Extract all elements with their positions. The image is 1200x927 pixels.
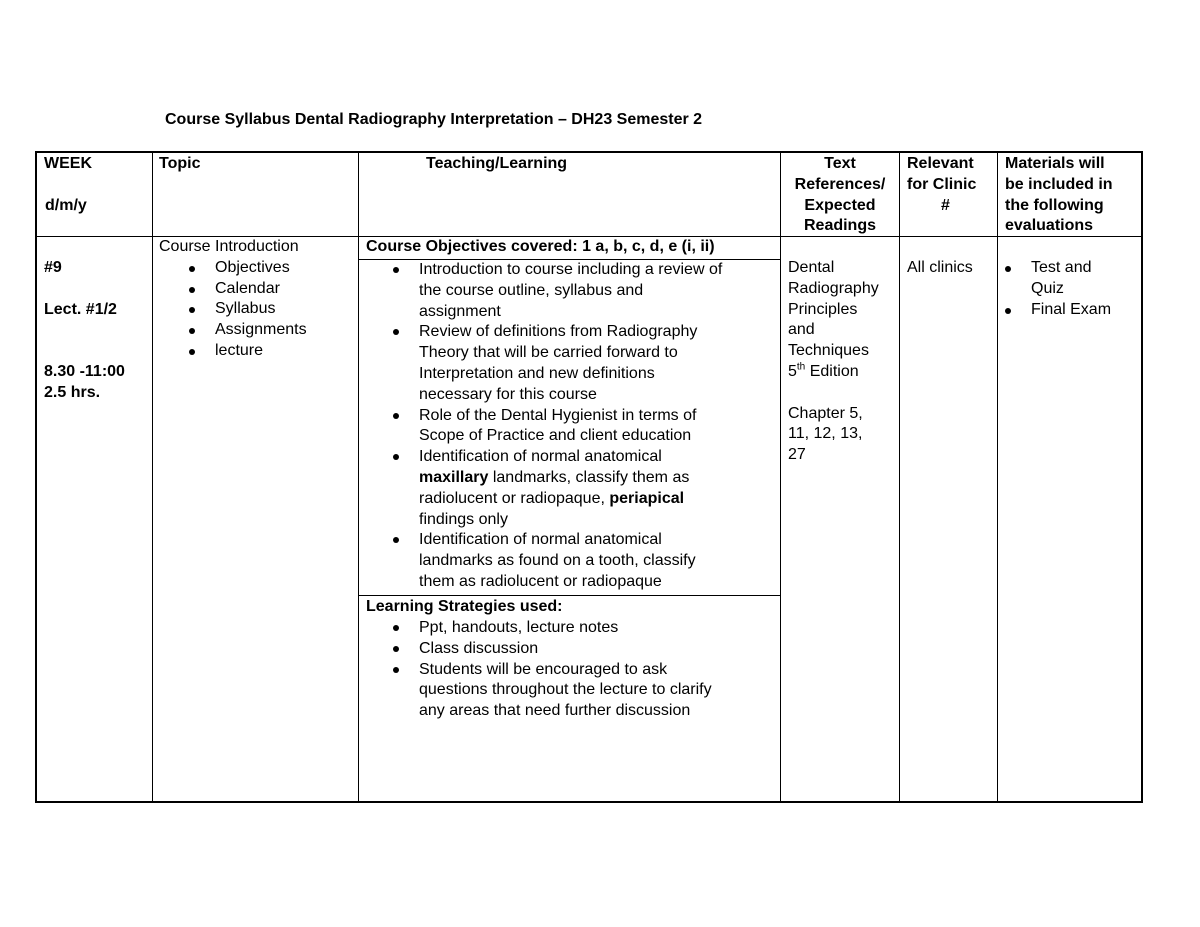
lecture-time: 8.30 -11:00 xyxy=(44,362,125,380)
bullet-icon xyxy=(393,646,399,652)
topic-list xyxy=(159,258,307,362)
bullet-icon xyxy=(1005,266,1011,272)
list-item: Identification of normal anatomical landmarks as found on a tooth, classify them as radiolucent or radiopaque xyxy=(359,530,722,592)
list-item: Students will be encouraged to ask questions throughout the lecture to clarify any areas that need further discussion xyxy=(359,660,712,722)
week-info xyxy=(44,258,125,404)
lecture-duration: 2.5 hrs. xyxy=(44,383,101,401)
header-text-references: Text References/ Expected Readings xyxy=(794,155,886,235)
strategies-heading: Learning Strategies used: xyxy=(366,598,563,615)
column-divider xyxy=(997,153,998,801)
bullet-icon xyxy=(393,329,399,335)
header-week: WEEK d/m/y xyxy=(44,155,92,214)
bullet-icon xyxy=(393,625,399,631)
bullet-icon xyxy=(393,267,399,273)
week-number: #9 xyxy=(44,259,62,276)
bullet-icon xyxy=(1005,308,1011,314)
text-references-cell: Dental Radiography Principles and Techniques 5th Edition Chapter 5, 11, 12, 13, 27 xyxy=(788,258,879,466)
header-materials: Materials will be included in the following evaluations xyxy=(1005,155,1113,235)
header-topic: Topic xyxy=(159,155,201,172)
list-item: Class discussion xyxy=(359,639,712,660)
objectives-list xyxy=(359,260,722,593)
bullet-icon xyxy=(393,454,399,460)
list-item: Review of definitions from Radiography Theory that will be carried forward to Interpretation and new definitions necessary for this course xyxy=(359,322,722,405)
chapters: Chapter 5, 11, 12, 13, 27 xyxy=(788,404,863,464)
list-item: Final Exam xyxy=(999,300,1111,321)
objectives-heading: Course Objectives covered: 1 a, b, c, d, e (i, ii) xyxy=(366,238,715,255)
document-title: Course Syllabus Dental Radiography Interpretation – DH23 Semester 2 xyxy=(165,111,703,128)
relevant-clinic-value: All clinics xyxy=(907,259,973,276)
list-item: Assignments xyxy=(159,320,307,341)
strategies-list xyxy=(359,618,712,722)
bullet-icon xyxy=(189,328,195,334)
list-item: Introduction to course including a review of the course outline, syllabus and assignment xyxy=(359,260,722,322)
bullet-icon xyxy=(393,667,399,673)
list-item: Ppt, handouts, lecture notes xyxy=(359,618,712,639)
column-divider xyxy=(899,153,900,801)
topic-heading: Course Introduction xyxy=(159,238,299,255)
lecture-number: Lect. #1/2 xyxy=(44,300,117,318)
syllabus-table xyxy=(35,151,1143,803)
list-item: Objectives xyxy=(159,258,307,279)
column-divider xyxy=(152,153,153,801)
list-item: Identification of normal anatomical maxillary landmarks, classify them as radiolucent or radiopaque, periapical findings only xyxy=(359,447,722,530)
topic-cell xyxy=(159,237,307,362)
bullet-icon xyxy=(393,413,399,419)
bullet-icon xyxy=(189,266,195,272)
list-item: lecture xyxy=(159,341,307,362)
list-item: Test and Quiz xyxy=(999,258,1111,300)
list-item: Calendar xyxy=(159,279,307,300)
list-item: Syllabus xyxy=(159,299,307,320)
bullet-icon xyxy=(189,287,195,293)
edition: 5th Edition xyxy=(788,361,859,380)
bullet-icon xyxy=(189,307,195,313)
column-divider xyxy=(780,153,781,801)
header-relevant-clinic: Relevant for Clinic # xyxy=(907,155,977,214)
header-teaching-learning: Teaching/Learning xyxy=(426,155,568,172)
bullet-icon xyxy=(393,537,399,543)
list-item: Role of the Dental Hygienist in terms of Scope of Practice and client education xyxy=(359,406,722,448)
bullet-icon xyxy=(189,349,195,355)
strategies-divider xyxy=(358,595,780,596)
materials-cell xyxy=(999,258,1111,320)
